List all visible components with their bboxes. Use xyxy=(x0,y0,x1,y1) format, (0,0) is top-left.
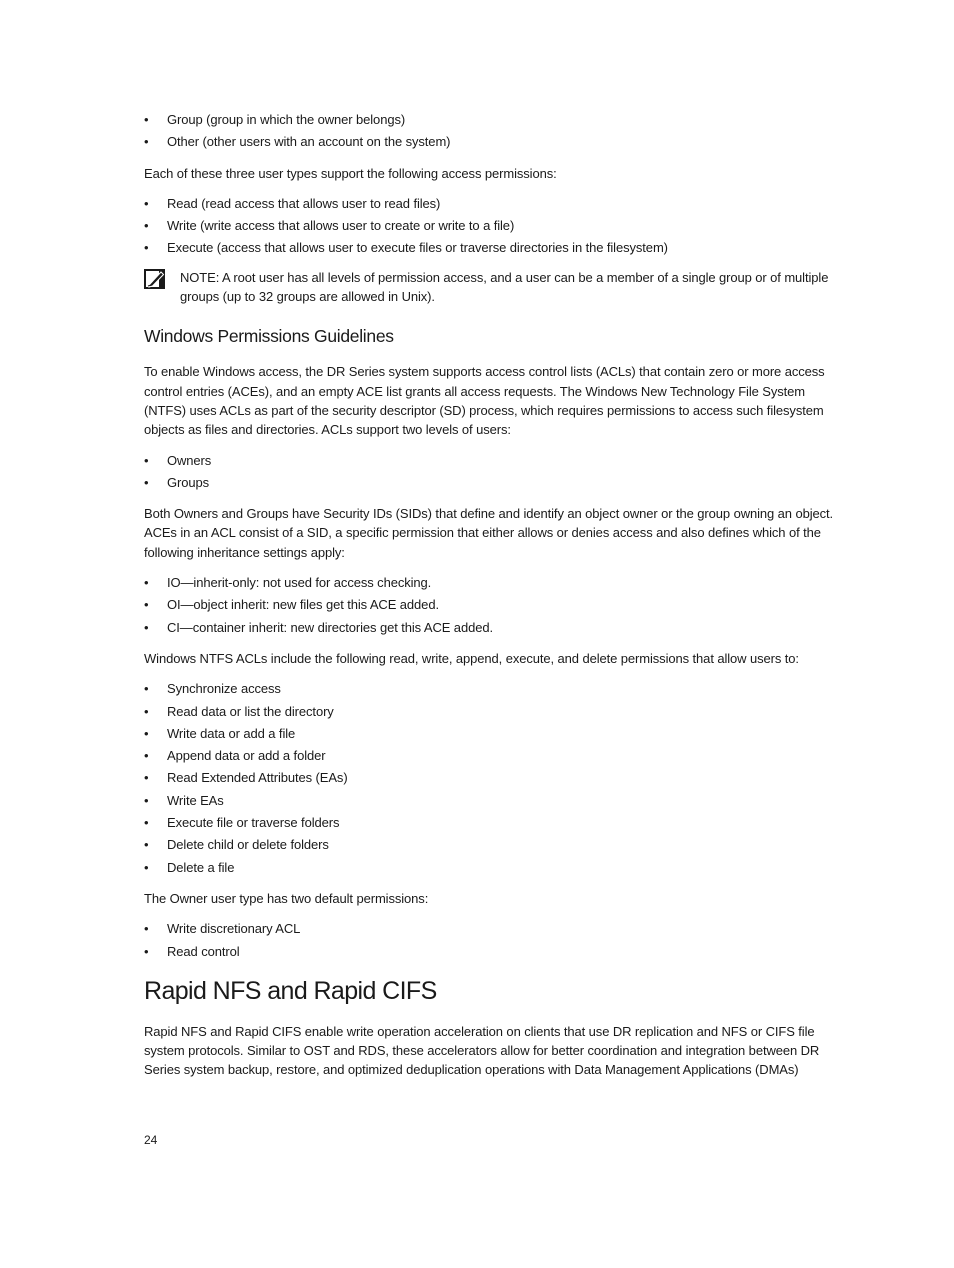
note-text: A root user has all levels of permission access, and a user can be a member of a single group or of multiple groups (up to 32 groups are allowed in Unix). xyxy=(180,269,829,305)
list-item: • Delete child or delete folders xyxy=(144,835,844,854)
list-item: • IO—inherit-only: not used for access checking. xyxy=(144,573,844,592)
note-label: NOTE: xyxy=(180,269,220,285)
list-item: • Other (other users with an account on the system) xyxy=(144,132,844,151)
permission-list xyxy=(144,194,844,258)
list-item: • Write EAs xyxy=(144,791,844,810)
paragraph-permissions-intro: Each of these three user types support the following access permissions: xyxy=(144,165,557,181)
inheritance-list xyxy=(144,573,844,637)
list-item: • Owners xyxy=(144,451,844,470)
note-pencil-icon xyxy=(144,269,165,289)
list-item: • Write discretionary ACL xyxy=(144,919,844,938)
section-heading-windows-permissions: Windows Permissions Guidelines xyxy=(144,326,394,347)
acl-user-level-list xyxy=(144,451,844,493)
list-item: • Write (write access that allows user to create or write to a file) xyxy=(144,216,844,235)
document-page xyxy=(144,110,844,1080)
list-item: • Read data or list the directory xyxy=(144,702,844,721)
list-item: • Read (read access that allows user to read files) xyxy=(144,194,844,213)
paragraph-sids: Both Owners and Groups have Security IDs (SIDs) that define and identify an object owner or the group owning an object. ACEs in an ACL consist of a SID, a specific permission that either allows or denies access and also defines which of the following inheritance settings apply: xyxy=(144,506,834,560)
list-item: • Append data or add a folder xyxy=(144,746,844,765)
paragraph-acl-intro: To enable Windows access, the DR Series system supports access control lists (ACLs) that contain zero or more access control entries (ACEs), and an empty ACE list grants all access requests. The Windows New Technology File System (NTFS) uses ACLs as part of the security descriptor (SD) process, which requires permissions to access such filesystem objects as files and directories. ACLs support two levels of users: xyxy=(144,364,825,438)
note-box xyxy=(144,268,844,307)
chapter-heading-rapid-nfs-cifs: Rapid NFS and Rapid CIFS xyxy=(144,976,437,1005)
paragraph-owner-defaults: The Owner user type has two default permissions: xyxy=(144,890,429,906)
list-item: • Execute file or traverse folders xyxy=(144,813,844,832)
paragraph-rapid-nfs-cifs: Rapid NFS and Rapid CIFS enable write operation acceleration on clients that use DR replication and NFS or CIFS file system protocols. Similar to OST and RDS, these accelerators allow for better coordination and integration between DR Series system backup, restore, and optimized deduplication operations with Data Management Applications (DMAs) xyxy=(144,1023,820,1078)
owner-default-list xyxy=(144,919,844,961)
list-item: • Group (group in which the owner belongs) xyxy=(144,110,844,129)
paragraph-ntfs-acls: Windows NTFS ACLs include the following read, write, append, execute, and delete permissions that allow users to: xyxy=(144,650,799,666)
ntfs-permission-list xyxy=(144,679,844,877)
list-item: • Synchronize access xyxy=(144,679,844,698)
user-type-list xyxy=(144,110,844,152)
list-item: • Groups xyxy=(144,473,844,492)
list-item: • Delete a file xyxy=(144,858,844,877)
list-item: • Write data or add a file xyxy=(144,724,844,743)
page-number: 24 xyxy=(144,1133,158,1147)
list-item: • OI—object inherit: new files get this ACE added. xyxy=(144,595,844,614)
list-item: • Execute (access that allows user to execute files or traverse directories in the filesystem) xyxy=(144,238,844,257)
list-item: • Read control xyxy=(144,942,844,961)
list-item: • Read Extended Attributes (EAs) xyxy=(144,768,844,787)
list-item: • CI—container inherit: new directories get this ACE added. xyxy=(144,618,844,637)
